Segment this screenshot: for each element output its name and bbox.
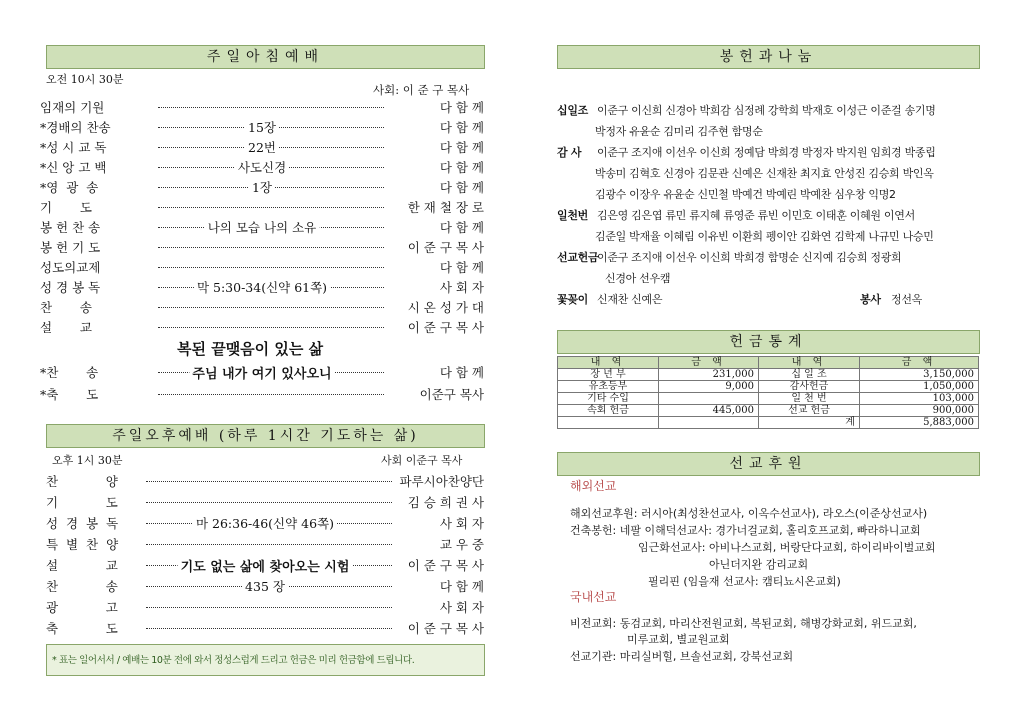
money-row [558,381,979,393]
money-cell: 선교 헌금 [759,405,860,417]
leader-dots [146,628,392,629]
money-row [558,369,979,381]
money-cell: 기타 수입 [558,393,659,405]
morning-row [40,178,484,199]
offering-category: 감 사 [557,146,582,159]
money-cell: 감사헌금 [759,381,860,393]
money-cell: 103,000 [859,393,978,405]
morning-label: 기 도 [40,200,92,215]
overseas-line-5: 필리핀 (임을재 선교사: 캠티뇨시온교회) [648,575,841,588]
money-column-header: 금 액 [859,357,978,369]
afternoon-presider: 사회 이준구 목사 [381,454,463,467]
morning-row [40,238,484,259]
afternoon-detail: 435 장 [242,577,288,595]
money-column-header: 금 액 [658,357,758,369]
closing-leader: 이준구 목사 [419,387,484,402]
afternoon-leader: 파루시아찬양단 [399,474,484,489]
morning-leader: 이 준 구 목 사 [407,320,484,335]
afternoon-detail: 기도 없는 삶에 찾아오는 시험 [178,556,353,575]
morning-label: 봉 헌 찬 송 [40,220,101,235]
afternoon-label: 기 도 [46,495,118,510]
morning-label: *경배의 찬송 [40,120,111,135]
morning-label: 임재의 기원 [40,100,105,115]
money-cell: 5,883,000 [859,417,978,429]
afternoon-detail: 마 26:36-46(신약 46쪽) [193,514,337,532]
afternoon-row [46,556,484,577]
money-cell: 445,000 [658,405,758,417]
morning-presider: 사회: 이 준 구 목사 [373,83,470,97]
afternoon-row [46,598,484,619]
offering-names: 신재찬 신예은 [597,293,663,306]
offering-names: 이준구 조지애 이선우 이신희 정예담 박희경 박정자 박지원 임희경 박종립 [597,146,936,159]
closing-row [40,385,484,406]
morning-row [40,258,484,279]
notice-text: * 표는 일어서서 / 예배는 10분 전에 와서 정성스럽게 드리고 헌금은 미리 헌금함에 드립니다. [52,655,415,666]
afternoon-leader: 사 회 자 [439,600,484,615]
afternoon-leader: 이 준 구 목 사 [407,621,484,636]
money-row [558,417,979,429]
morning-label: *영 광 송 [40,180,99,195]
money-cell: 계 [759,417,860,429]
morning-row [40,318,484,339]
overseas-line-1: 해외선교후원: 러시아(최성찬선교사, 이옥수선교사), 라오스(이준상선교사) [570,507,928,520]
afternoon-leader: 이 준 구 목 사 [407,558,484,573]
offering-category: 십일조 [557,104,588,117]
offering-category: 꽃꽂이 [557,293,588,306]
offering-names: 이준구 조지애 이선우 이신희 박희경 함명순 신지예 김승희 정광희 [597,251,902,264]
afternoon-leader: 김 승 희 권 사 [407,495,484,510]
afternoon-leader: 다 함 께 [439,579,484,594]
money-cell: 231,000 [658,369,758,381]
afternoon-leader: 사 회 자 [439,516,484,531]
offering-category: 일천번 [557,209,588,222]
money-row [558,393,979,405]
overseas-line-2: 건축봉헌: 네팔 이해덕선교사: 경가너걸교회, 홀리호프교회, 빠라하니교회 [570,524,921,537]
afternoon-label: 광 고 [46,600,118,615]
morning-label: 찬 송 [40,300,92,315]
morning-row [40,98,484,119]
money-cell: 900,000 [859,405,978,417]
closing-detail: 주님 내가 여기 있사오니 [189,363,334,382]
morning-detail: 막 5:30-34(신약 61쪽) [194,278,330,296]
domestic-label: 국내선교 [570,590,617,604]
domestic-line-1: 비전교회: 동검교회, 마리산전원교회, 복된교회, 해병강화교회, 위드교회, [570,617,917,630]
morning-leader: 이 준 구 목 사 [407,240,484,255]
afternoon-row [46,535,484,556]
money-cell: 유초등부 [558,381,659,393]
morning-row [40,298,484,319]
afternoon-time: 오후 1시 30분 [52,454,123,467]
morning-leader: 다 함 께 [439,260,484,275]
morning-label: *신 앙 고 백 [40,160,107,175]
morning-row [40,218,484,239]
domestic-line-2: 미루교회, 별교원교회 [627,633,730,646]
service-name: 정선옥 [891,293,922,306]
afternoon-label: 찬 양 [46,474,118,489]
morning-leader: 다 함 께 [439,120,484,135]
offering-names: 박송미 김혁호 신경아 김문관 신예은 신재찬 최지효 안성진 김승희 박인옥 [595,167,934,180]
leader-dots [158,107,384,108]
morning-detail: 15장 [245,118,279,136]
morning-leader: 사 회 자 [439,280,484,295]
morning-label: *성 시 교 독 [40,140,107,155]
leader-dots [158,327,384,328]
money-header: 헌금통계 [557,330,980,354]
money-table [557,356,979,429]
morning-label: 봉 헌 기 도 [40,240,101,255]
leader-dots [158,267,384,268]
morning-row [40,158,484,179]
closing-label: *찬 송 [40,365,99,380]
money-header-row [558,357,979,369]
morning-leader: 다 함 께 [439,160,484,175]
afternoon-leader: 교 우 중 [439,537,484,552]
leader-dots [146,607,392,608]
morning-label: 성 경 봉 독 [40,280,101,295]
offering-names: 신경아 선우캠 [605,272,671,285]
morning-row [40,118,484,139]
afternoon-label: 성 경 봉 독 [46,516,119,531]
morning-row [40,198,484,219]
money-cell [558,417,659,429]
offering-category: 선교헌금 [557,251,599,264]
money-column-header: 내 역 [759,357,860,369]
money-cell [658,393,758,405]
offering-names: 김준일 박재율 이혜림 이유빈 이환희 펭이안 김화연 김학제 나규민 나승민 [595,230,934,243]
morning-row [40,138,484,159]
money-cell: 9,000 [658,381,758,393]
leader-dots [158,247,384,248]
morning-leader: 다 함 께 [439,140,484,155]
money-cell: 일 천 번 [759,393,860,405]
offering-names: 이준구 이신희 신경아 박희감 심정례 강학희 박재호 이성근 이준걸 송기명 [597,104,936,117]
offering-names: 김광수 이장우 유윤순 신민철 박예건 박예린 박예찬 심우창 익명2 [595,188,896,201]
morning-leader: 다 함 께 [439,220,484,235]
closing-row [40,363,484,384]
mission-header: 선교후원 [557,452,980,476]
afternoon-label: 찬 송 [46,579,118,594]
afternoon-header: 주일오후예배 (하루 1시간 기도하는 삶) [46,424,485,448]
leader-dots [158,307,384,308]
morning-sermon-title: 복된 끝맺음이 있는 삶 [177,340,324,358]
morning-detail: 나의 모습 나의 소유 [205,218,320,236]
morning-leader: 한 재 철 장 로 [407,200,484,215]
afternoon-label: 특 별 찬 양 [46,537,119,552]
morning-leader: 다 함 께 [439,100,484,115]
money-cell [658,417,758,429]
offering-header: 봉헌과나눔 [557,45,980,69]
leader-dots [146,481,392,482]
morning-label: 성도의교제 [40,260,101,275]
afternoon-row [46,577,484,598]
overseas-line-3: 임근화선교사: 아비나스교회, 버랑단다교회, 하이리바이벌교회 [638,541,936,554]
overseas-line-4: 아닌더지완 감리교회 [709,558,809,571]
leader-dots [146,502,392,503]
domestic-line-3: 선교기관: 마리실버힐, 브솔선교회, 강북선교회 [570,650,794,663]
morning-leader: 다 함 께 [439,180,484,195]
morning-detail: 사도신경 [235,158,289,176]
leader-dots [146,544,392,545]
offering-names: 김은영 김은엽 류민 류지혜 류영준 류빈 이민호 이태훈 이혜원 이연서 [597,209,915,222]
afternoon-row [46,493,484,514]
closing-leader: 다 함 께 [439,365,484,380]
afternoon-row [46,514,484,535]
afternoon-label: 설 교 [46,558,118,573]
afternoon-label: 축 도 [46,621,118,636]
afternoon-row [46,472,484,493]
closing-label: *축 도 [40,387,99,402]
offering-names: 박정자 유윤순 김미리 김주현 함명순 [595,125,763,138]
money-cell: 장 년 부 [558,369,659,381]
leader-dots [158,394,384,395]
money-column-header: 내 역 [558,357,659,369]
money-row [558,405,979,417]
morning-detail: 1장 [249,178,275,196]
morning-detail: 22번 [245,138,279,156]
morning-header: 주일아침예배 [46,45,485,69]
morning-label: 설 교 [40,320,92,335]
money-cell: 1,050,000 [859,381,978,393]
leader-dots [158,207,384,208]
morning-time: 오전 10시 30분 [46,73,124,86]
service-head: 봉사 [860,293,881,306]
morning-leader: 시 온 성 가 대 [407,300,484,315]
overseas-label: 해외선교 [570,479,617,493]
money-cell: 십 일 조 [759,369,860,381]
money-cell: 3,150,000 [859,369,978,381]
afternoon-row [46,619,484,640]
money-cell: 속회 헌금 [558,405,659,417]
morning-row [40,278,484,299]
